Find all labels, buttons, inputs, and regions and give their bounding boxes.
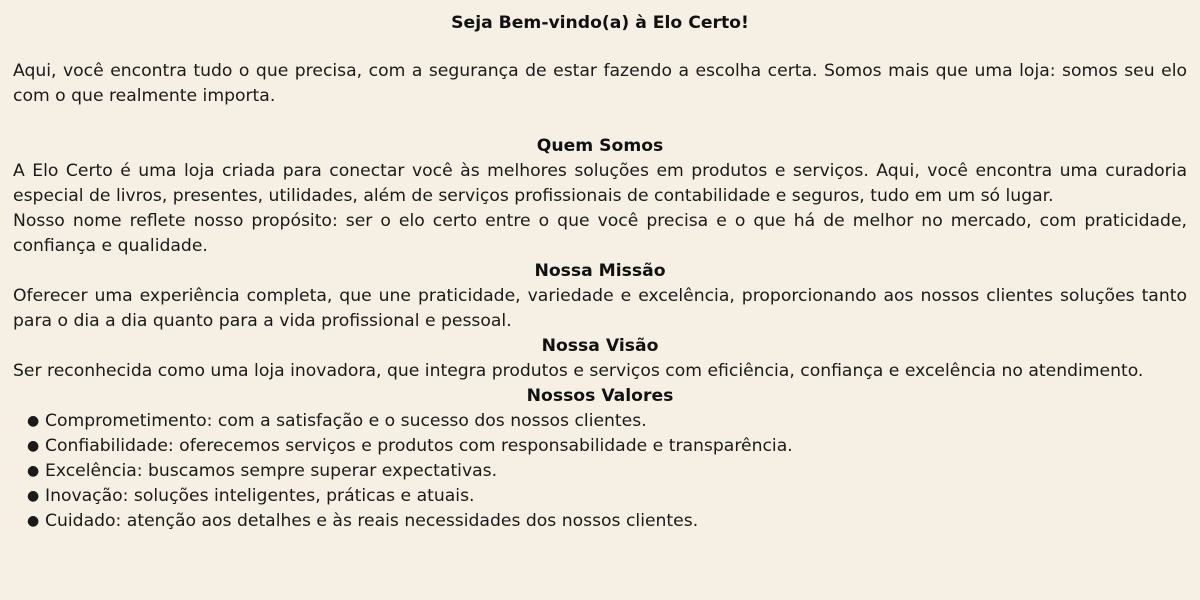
quem-somos-paragraph-2: Nosso nome reflete nosso propósito: ser o elo certo entre o que você precisa e o que há de melhor no mercado, com praticidade, confiança e qualidade. bbox=[13, 211, 1187, 256]
missao-paragraph: Oferecer uma experiência completa, que une praticidade, variedade e excelência, proporcionando aos nossos clientes soluções tanto para o dia a dia quanto para a vida profissional e pessoal. bbox=[13, 286, 1187, 331]
value-item-text: Cuidado: atenção aos detalhes e às reais necessidades dos nossos clientes. bbox=[45, 511, 699, 531]
section-heading-missao: Nossa Missão bbox=[534, 261, 666, 281]
bullet-icon: ● bbox=[27, 488, 40, 504]
list-item bbox=[27, 484, 1187, 509]
section-heading-valores: Nossos Valores bbox=[526, 386, 674, 406]
value-item-text: Confiabilidade: oferecemos serviços e produtos com responsabilidade e transparência. bbox=[45, 436, 793, 456]
spacer bbox=[13, 109, 1187, 134]
value-item-text: Comprometimento: com a satisfação e o sucesso dos nossos clientes. bbox=[45, 411, 647, 431]
bullet-icon: ● bbox=[27, 463, 40, 479]
quem-somos-paragraph-1: A Elo Certo é uma loja criada para conectar você às melhores soluções em produtos e serviços. Aqui, você encontra uma curadoria especial de livros, presentes, utilidades, além de serviços profissionais de contabilidade e seguros, tudo em um só lugar. bbox=[13, 161, 1187, 206]
spacer bbox=[13, 37, 1187, 59]
section-heading-quem-somos: Quem Somos bbox=[536, 136, 664, 156]
page-title: Seja Bem-vindo(a) à Elo Certo! bbox=[451, 13, 749, 33]
list-item bbox=[27, 509, 1187, 534]
intro-paragraph: Aqui, você encontra tudo o que precisa, com a segurança de estar fazendo a escolha certa. Somos mais que uma loja: somos seu elo com o que realmente importa. bbox=[13, 61, 1187, 106]
visao-paragraph: Ser reconhecida como uma loja inovadora, que integra produtos e serviços com eficiência, confiança e excelência no atendimento. bbox=[13, 361, 1144, 381]
bullet-icon: ● bbox=[27, 413, 40, 429]
list-item bbox=[27, 434, 1187, 459]
value-item-text: Excelência: buscamos sempre superar expectativas. bbox=[45, 461, 498, 481]
list-item bbox=[27, 459, 1187, 484]
section-heading-visao: Nossa Visão bbox=[541, 336, 659, 356]
bullet-icon: ● bbox=[27, 438, 40, 454]
bullet-icon: ● bbox=[27, 513, 40, 529]
values-list bbox=[13, 409, 1187, 534]
value-item-text: Inovação: soluções inteligentes, práticas e atuais. bbox=[45, 486, 475, 506]
list-item bbox=[27, 409, 1187, 434]
